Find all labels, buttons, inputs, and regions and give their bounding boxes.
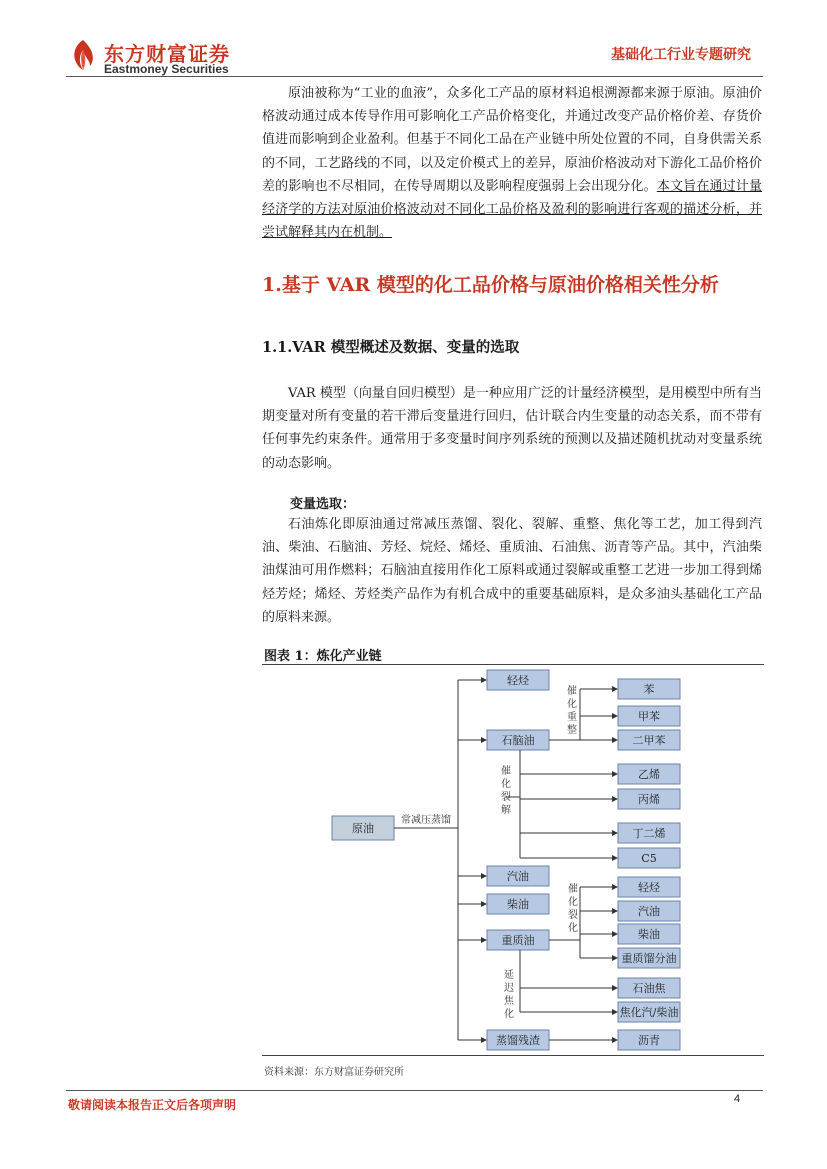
reform-product-node-label: 苯 [643,683,655,696]
footer-disclaimer: 敬请阅读本报告正文后各项声明 [68,1098,237,1112]
residue-product-node [618,1030,680,1050]
header-divider [66,76,763,77]
level1-node-label: 汽油 [507,870,529,883]
level1-node [487,930,549,950]
section-1-heading: 1.基于 VAR 模型的化工品价格与原油价格相关性分析 [262,274,719,296]
arrow-head [612,771,618,777]
reforming-label: 催化重整 [567,686,577,736]
catcrack-product-node-label: 柴油 [638,928,660,941]
catcrack-product-node-label: 重质馏分油 [621,952,677,965]
cracking-label: 催化裂解 [501,766,511,816]
arrow-head [612,985,618,991]
catcrack-product-node [618,877,680,897]
level1-node-label: 柴油 [507,898,529,911]
arrow-head [612,1009,618,1015]
arrow-head [612,796,618,802]
footer-divider [66,1090,763,1091]
catcrack-product-node [618,948,680,968]
crack-product-node-label: 乙烯 [638,768,660,781]
figure-source: 资料来源：东方财富证券研究所 [264,1067,404,1078]
catcrack-product-node [618,924,680,944]
arrow-head [481,873,487,879]
section-1-1-heading: 1.1.VAR 模型概述及数据、变量的选取 [262,339,520,356]
reform-product-node [618,679,680,699]
variable-selection-paragraph: 石油炼化即原油通过常减压蒸馏、裂化、裂解、重整、焦化等工艺，加工得到汽油、柴油、石脑油、芳烃、烷烃、烯烃、重质油、石油焦、沥青等产品。其中，汽油柴油煤油可用作燃料；石脑油直接用作化工原料或通过裂解或重整工艺进一步加工得到烯烃芳烃；烯烃、芳烃类产品作为有机合成中的重要基础原料，是众多油头基础化工产品的原料来源。 [262,517,762,625]
arrow-head [481,901,487,907]
coking-label: 延迟焦化 [504,970,514,1020]
residue-product-node-label: 沥青 [638,1034,660,1047]
var-model-paragraph: VAR 模型（向量自回归模型）是一种应用广泛的计量经济模型，是用模型中所有当期变量对所有变量的若干滞后变量进行回归，估计联合内生变量的动态关系，而不带有任何事先约束条件。通常用于多变量时间序列系统的预测以及描述随机扰动对变量系统的动态影响。 [262,386,762,471]
crack-product-node-label: C5 [641,852,657,865]
level1-node [487,866,549,886]
refining-chain-diagram [262,666,764,1054]
reform-product-node [618,706,680,726]
logo-text-en: Eastmoney Securities [104,62,229,76]
arrow-head [481,1037,487,1043]
crack-product-node [618,823,680,843]
report-title: 基础化工行业专题研究 [611,47,751,63]
arrow-head [612,713,618,719]
level1-node [487,730,549,750]
arrow-head [612,737,618,743]
logo-text-cn: 东方财富证券 [104,42,230,66]
reform-product-node-label: 甲苯 [638,710,660,723]
arrow-head [612,855,618,861]
reform-product-node-label: 二甲苯 [632,734,666,747]
coke-product-node-label: 石油焦 [632,982,666,995]
crack-product-node [618,764,680,784]
crack-product-node [618,789,680,809]
arrow-head [481,677,487,683]
page-number: 4 [734,1093,741,1105]
coke-product-node [618,1002,680,1022]
arrow-head [612,931,618,937]
level1-node [487,894,549,914]
intro-text: 原油被称为“工业的血液”，众多化工产品的原材料追根溯源都来源于原油。原油价格波动通过成本传导作用可影响化工产品价格变化，并通过改变产品价格价差、存货价值进而影响到企业盈利。但基于不同化工品在产业链中所处位置的不同，自身供需关系的不同，工艺路线的不同，以及定价模式上的差异，原油价格波动对下游化工品价格价差的影响也不尽相同，在传导周期以及影响程度强弱上会出现分化。 [262,86,762,194]
intro-paragraph [262,82,762,244]
figure-bottom-rule [262,1055,764,1056]
arrow-head [612,1037,618,1043]
level1-node-label: 石脑油 [501,734,535,747]
arrow-head [612,830,618,836]
root-crude-oil-label: 原油 [352,822,374,835]
catcrack-product-node [618,901,680,921]
crack-product-node [618,848,680,868]
crack-product-node-label: 丙烯 [638,793,660,806]
level1-node [487,670,549,690]
figure-top-rule [262,664,764,665]
arrow-head [481,737,487,743]
logo-icon [68,38,98,72]
intro-underlined-text: 本文旨在通过计量经济学的方法对原油价格波动对不同化工品价格及盈利的影响进行客观的描述分析，并尝试解释其内在机制。 [262,178,762,241]
arrow-head [481,937,487,943]
catcrack-label: 催化裂化 [568,884,578,934]
catcrack-product-node-label: 轻烃 [638,881,660,894]
arrow-head [612,955,618,961]
distillation-label: 常减压蒸馏 [401,815,451,826]
level1-node-label: 蒸馏残渣 [496,1034,540,1047]
arrow-head [612,884,618,890]
reform-product-node [618,730,680,750]
coke-product-node-label: 焦化汽/柴油 [619,1006,679,1019]
figure-title: 图表 1：炼化产业链 [264,649,382,664]
level1-node-label: 轻烃 [507,674,529,687]
crack-product-node-label: 丁二烯 [632,827,666,840]
arrow-head [612,686,618,692]
level1-node [487,1030,549,1050]
level1-node-label: 重质油 [501,934,535,947]
arrow-head [612,908,618,914]
variable-selection-heading: 变量选取： [290,497,356,512]
root-crude-oil [332,816,394,840]
coke-product-node [618,978,680,998]
catcrack-product-node-label: 汽油 [638,905,660,918]
